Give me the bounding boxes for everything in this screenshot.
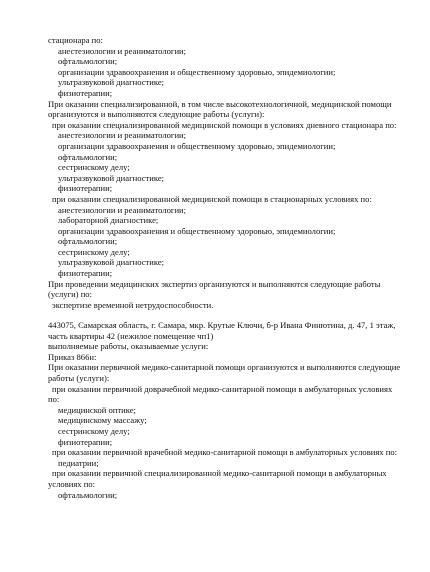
text-line: офтальмологии; [58,151,118,162]
text-line: экспертизе временной нетрудоспособности. [52,299,214,310]
address-services-block [48,320,408,500]
text-line: анестезиологии и реаниматологии; [58,130,187,141]
text-line: работы (услуги): [48,372,110,383]
text-line: 443075, Самарская область, г. Самара, мкр. Крутые Ключи, б-р Ивана Финютина, д. 47, 1 этаж, [48,320,396,330]
text-line: офтальмологии; [58,236,118,247]
text-line: выполняемые работы, оказываемые услуги: [48,341,209,352]
text-line: сестринскому делу; [58,162,130,173]
text-line: медицинской оптике; [58,404,136,415]
services-list-block [48,35,408,310]
text-line: сестринскому делу; [58,246,130,257]
text-line: ультразвуковой диагностике; [58,172,165,183]
text-line: анестезиологии и реаниматологии; [58,204,187,215]
text-line: физиотерапии; [58,183,113,194]
text-line: условиях по: [48,478,96,489]
text-line: организации здравоохранения и общественному здоровью, эпидемиологии; [58,66,336,77]
text-line: ультразвуковой диагностике; [58,77,165,88]
text-line: организации здравоохранения и общественному здоровью, эпидемиологии; [58,140,336,151]
text-line: стационара по: [48,35,103,45]
text-line: организуются и выполняются следующие работы (услуги): [48,109,265,120]
text-line: часть квартиры 42 (нежилое помещение чп1) [48,330,214,341]
text-line: анестезиологии и реаниматологии; [58,45,187,56]
text-line: При оказании первичной медико-санитарной помощи организуются и выполняются следующие [48,362,401,373]
text-line: физиотерапии; [58,268,113,279]
text-line: при оказании первичной врачебной медико-санитарной помощи в амбулаторных условиях по: [52,447,398,458]
text-line: физиотерапии; [58,87,113,98]
text-line: при оказании специализированной медицинской помощи в условиях дневного стационара по: [52,119,397,130]
text-line: организации здравоохранения и общественному здоровью, эпидемиологии; [58,225,336,236]
text-line: физиотерапии; [58,436,113,447]
text-line: офтальмологии; [58,56,118,67]
text-line: педиатрии; [58,457,99,468]
text-line: При оказании специализированной, в том числе высокотехнологичной, медицинской помощи [48,98,392,109]
text-line: Приказ 866н: [48,351,97,362]
text-line: при оказании первичной доврачебной медико-санитарной помощи в амбулаторных условиях [52,383,393,394]
text-line: При проведении медицинских экспертиз организуются и выполняются следующие работы [48,278,381,289]
text-line: по: [48,394,60,405]
text-line: сестринскому делу; [58,425,130,436]
text-line: при оказании первичной специализированной медико-санитарной помощи в амбулаторных [52,468,387,479]
text-line: лабораторной диагностике; [58,215,159,226]
text-line: (услуги) по: [48,289,92,300]
text-line: ультразвуковой диагностике; [58,257,165,268]
text-line: медицинскому массажу; [58,415,147,426]
text-line: офтальмологии; [58,489,118,500]
text-line: при оказании специализированной медицинской помощи в стационарных условиях по: [52,193,372,204]
